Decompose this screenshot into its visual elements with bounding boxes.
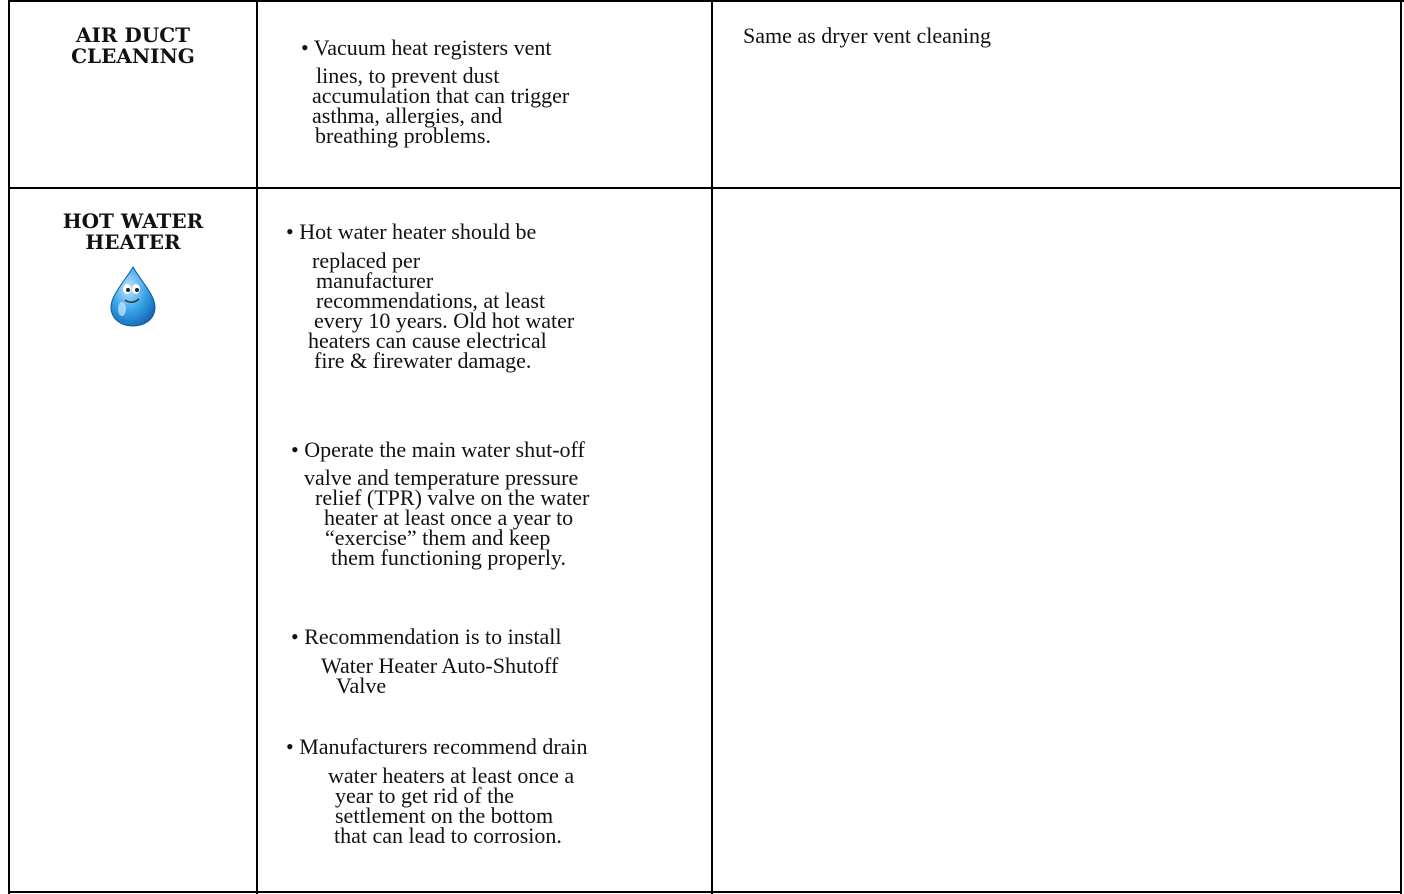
bullet-line: replaced per	[312, 248, 421, 273]
notes-air-duct: Same as dryer vent cleaning	[743, 23, 992, 48]
bullet-line: heater at least once a year to	[324, 505, 574, 530]
bullet-line: settlement on the bottom	[335, 803, 554, 828]
bullet-line: • Recommendation is to install	[291, 624, 562, 649]
category-air-duct-cleaning	[10, 25, 256, 67]
bullet-line: every 10 years. Old hot water	[314, 308, 575, 333]
bullet-line: that can lead to corrosion.	[334, 823, 562, 848]
bullet-line: valve and temperature pressure	[304, 465, 579, 490]
bullet-line: relief (TPR) valve on the water	[315, 485, 590, 510]
bullet-line: heaters can cause electrical	[308, 328, 547, 353]
bullet-item	[291, 437, 590, 570]
bullet-line: fire & firewater damage.	[314, 348, 532, 373]
bullet-line: “exercise” them and keep	[325, 525, 551, 550]
category-line: HEATER	[85, 230, 181, 254]
bullet-line: them functioning properly.	[331, 545, 567, 570]
bullet-line: lines, to prevent dust	[316, 63, 500, 88]
bullet-line: • Hot water heater should be	[286, 219, 537, 244]
bullet-line: accumulation that can trigger	[312, 83, 570, 108]
category-line: HOT WATER	[62, 209, 204, 233]
category-line: AIR DUCT	[75, 23, 191, 47]
bullet-line: recommendations, at least	[316, 288, 546, 313]
column-divider-1	[256, 0, 258, 894]
bullet-line: year to get rid of the	[335, 783, 514, 808]
bullet-item	[286, 219, 575, 373]
bullet-line: water heaters at least once a	[328, 763, 575, 788]
bullet-line: breathing problems.	[315, 123, 491, 148]
water-drop-mascot-icon	[105, 265, 161, 327]
column-divider-2	[711, 0, 713, 894]
bullet-line: Water Heater Auto-Shutoff	[321, 653, 559, 678]
category-hot-water-heater	[10, 211, 256, 253]
bullet-line: manufacturer	[316, 268, 434, 293]
bullet-line: asthma, allergies, and	[312, 103, 503, 128]
category-line: CLEANING	[71, 44, 195, 68]
bullet-item	[286, 734, 588, 848]
bullet-item	[301, 35, 570, 148]
bullet-item	[291, 624, 562, 698]
table-border-top	[8, 0, 1404, 2]
table-border-left	[8, 0, 10, 894]
bullet-line: • Vacuum heat registers vent	[301, 35, 552, 60]
table-border-right	[1400, 0, 1402, 894]
table-border-bottom	[8, 891, 1402, 893]
bullet-line: • Operate the main water shut-off	[291, 437, 585, 462]
row-divider	[8, 187, 1402, 189]
bullet-line: • Manufacturers recommend drain	[286, 734, 588, 759]
bullet-line: Valve	[336, 673, 387, 698]
